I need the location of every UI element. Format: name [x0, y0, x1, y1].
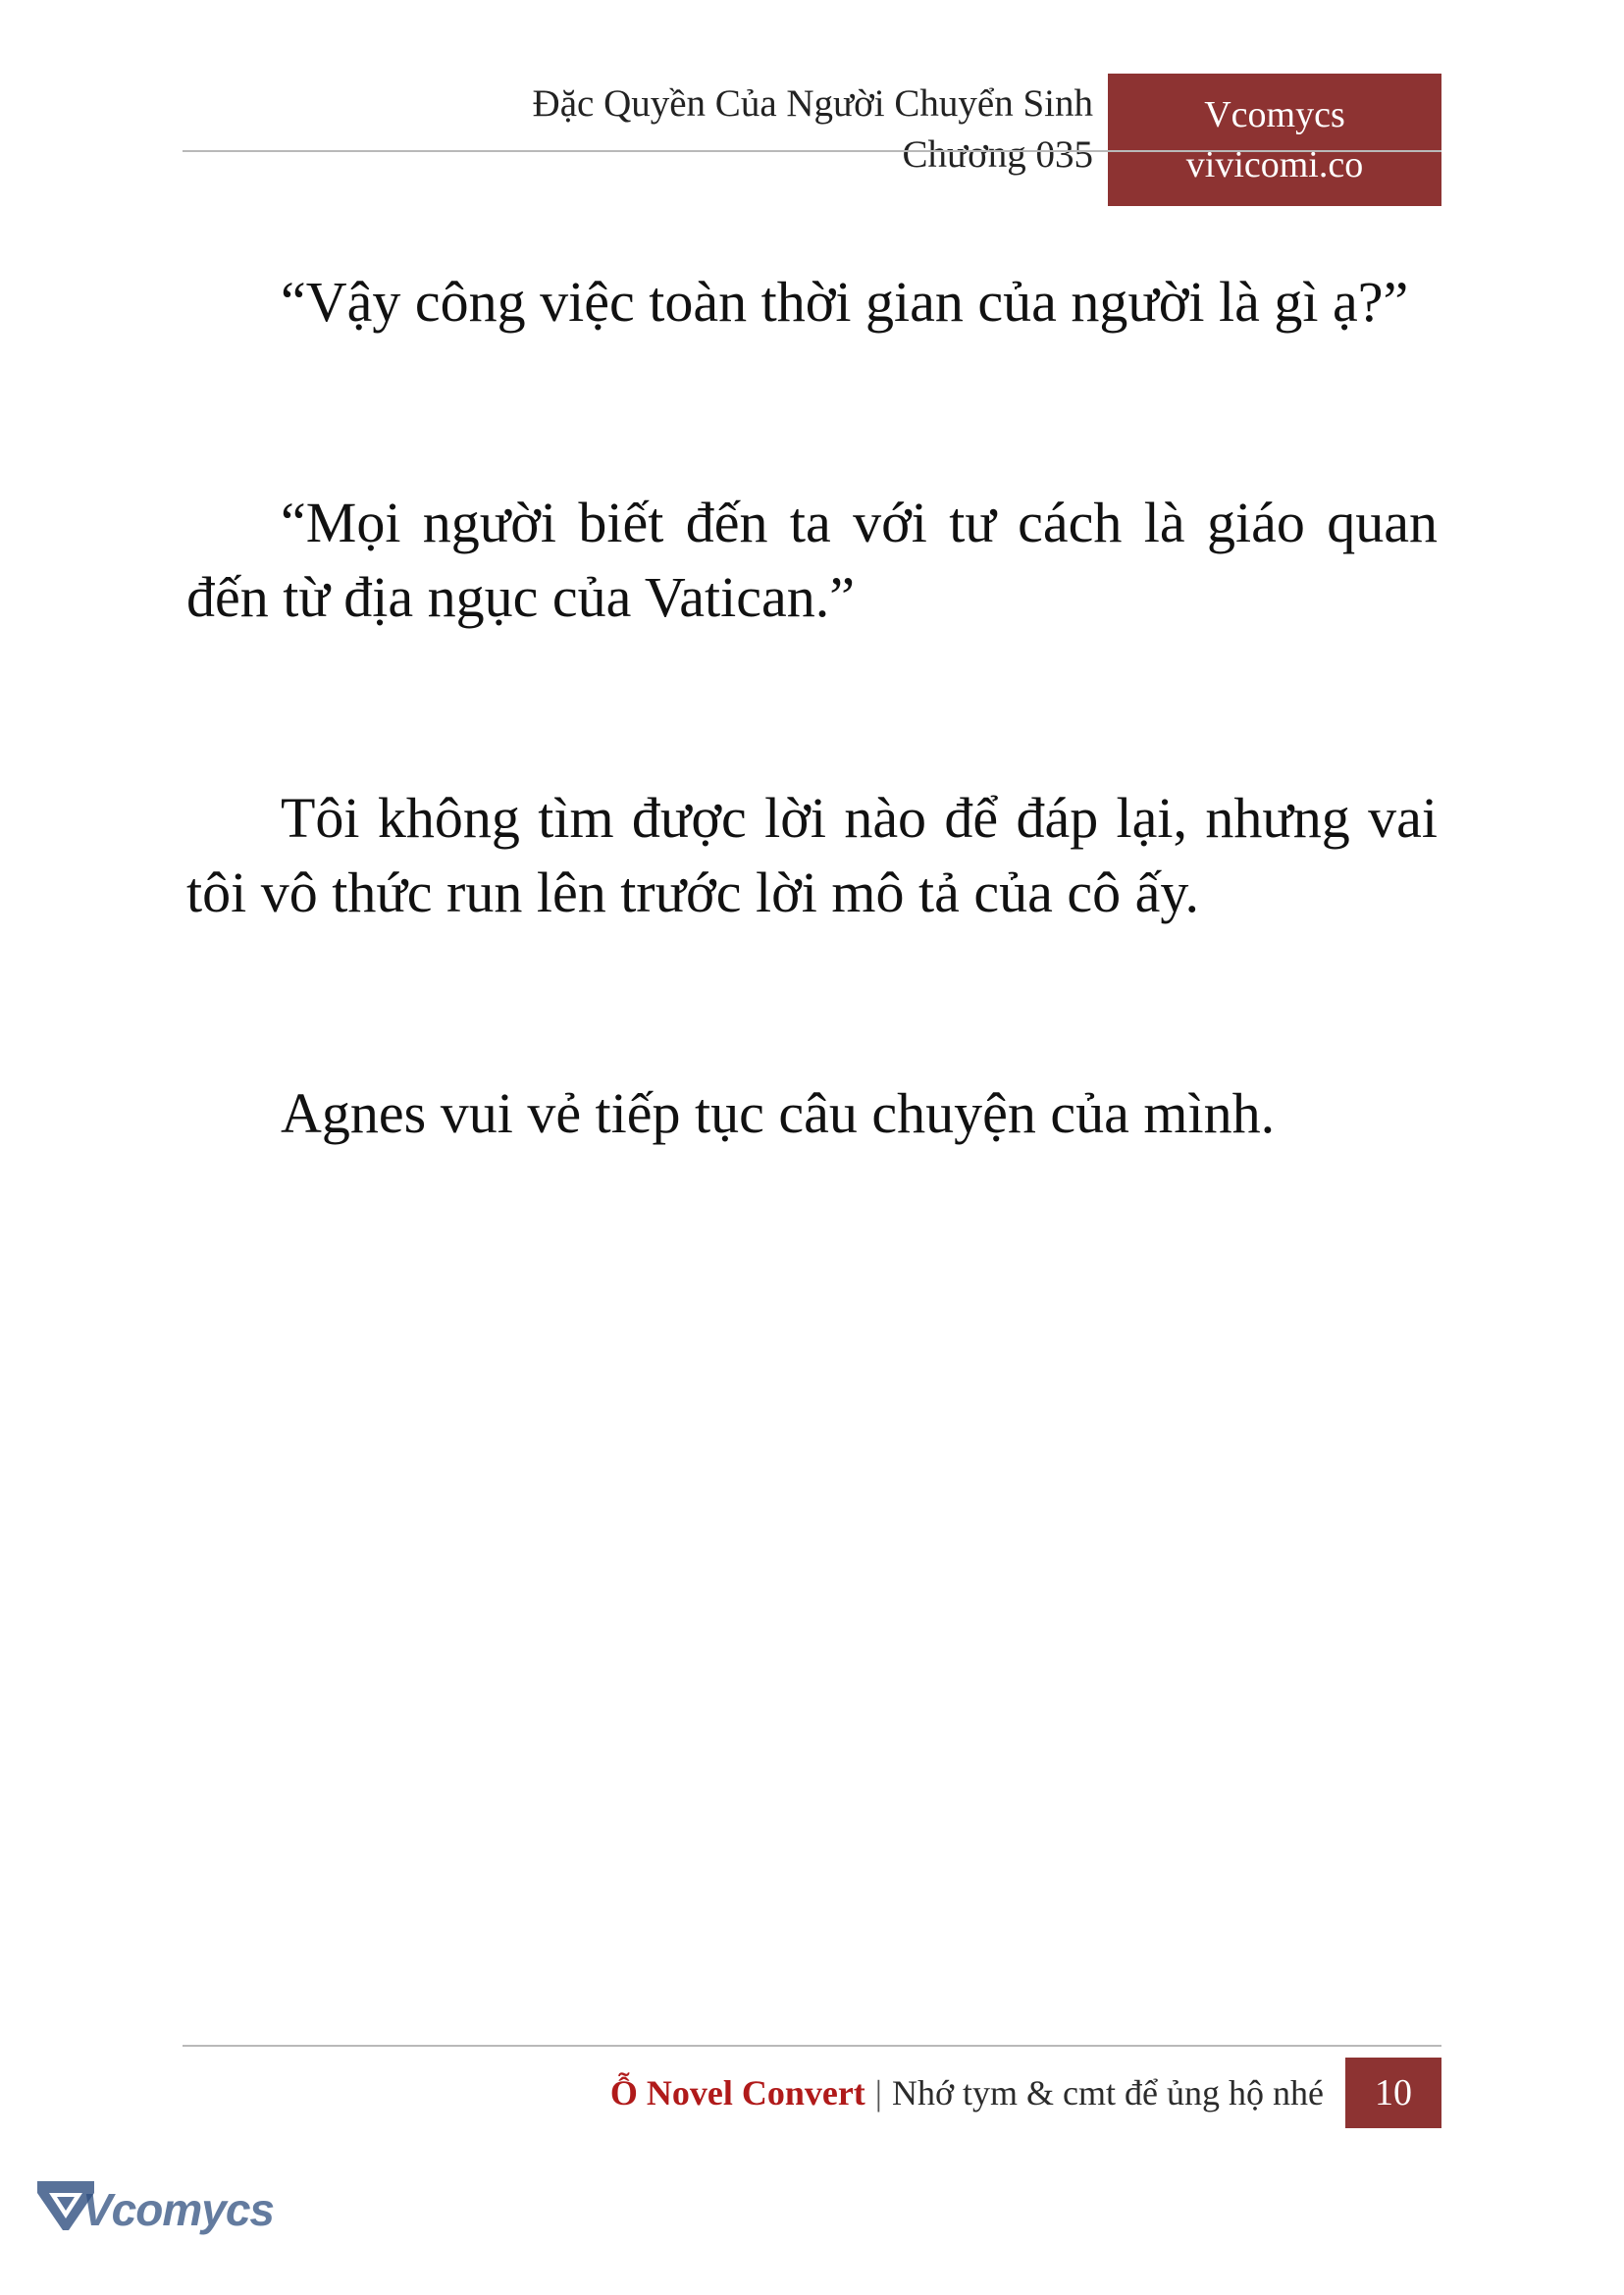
header-divider	[183, 150, 1441, 152]
header-title	[533, 78, 1093, 181]
page-content	[186, 265, 1438, 1150]
paragraph: Agnes vui vẻ tiếp tục câu chuyện của mình.	[281, 1080, 1276, 1145]
watermark-logo	[35, 2173, 275, 2258]
site-badge-name: Vcomycs	[1204, 93, 1345, 135]
header-chapter-label: Chương 035	[902, 132, 1093, 176]
page-header	[183, 78, 1441, 216]
footer-text	[610, 2058, 1345, 2128]
paragraph: Tôi không tìm được lời nào để đáp lại, nhưng vai tôi vô thức run lên trước lời mô tả của cô ấy.	[186, 786, 1438, 924]
footer-content	[610, 2058, 1441, 2128]
footer-divider	[183, 2045, 1441, 2047]
footer-brand: Ỗ Novel Convert	[609, 2073, 865, 2112]
watermark-label: Vcomycs	[82, 2184, 275, 2235]
site-badge-url: vivicomi.co	[1185, 143, 1364, 185]
site-badge	[1108, 74, 1441, 206]
paragraph: “Vậy công việc toàn thời gian của người là gì ạ?”	[281, 270, 1409, 334]
footer-note: Nhớ tym & cmt để ủng hộ nhé	[892, 2073, 1324, 2112]
page-footer	[183, 2058, 1441, 2128]
header-inner	[183, 78, 1441, 196]
footer-separator: |	[874, 2073, 883, 2112]
paragraph: “Mọi người biết đến ta với tư cách là giáo quan đến từ địa ngục của Vatican.”	[186, 491, 1438, 629]
page-number: 10	[1345, 2058, 1441, 2128]
header-title-line1: Đặc Quyền Của Người Chuyển Sinh	[532, 82, 1093, 125]
